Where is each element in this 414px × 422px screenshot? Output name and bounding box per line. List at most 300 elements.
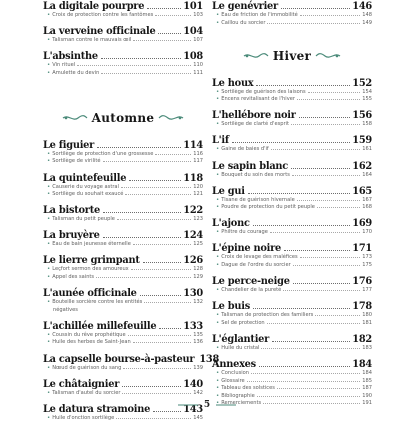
- toc-main-entry[interactable]: [212, 1, 372, 12]
- bullet-icon: •: [216, 385, 220, 392]
- dot-leader: [292, 175, 360, 176]
- bullet-icon: •: [47, 339, 51, 346]
- toc-sub-entry[interactable]: [43, 299, 203, 307]
- toc-entry-page: 126: [183, 255, 203, 267]
- bullet-icon: •: [216, 171, 220, 178]
- toc-sub-entry-text: Sortilège de virilité: [52, 158, 101, 165]
- toc-sub-entry[interactable]: [212, 393, 372, 401]
- toc-sub-entry[interactable]: [43, 307, 203, 315]
- toc-entry-l-achillee-millefeuille: [43, 321, 203, 347]
- dot-leader: [144, 302, 191, 303]
- toc-sub-entry-page: 136: [193, 339, 203, 346]
- toc-entry-page: 159: [352, 135, 372, 147]
- toc-sub-entry[interactable]: [212, 12, 372, 20]
- toc-sub-entry-page: 184: [362, 370, 372, 376]
- bullet-icon: •: [216, 319, 220, 326]
- dot-leader: [308, 92, 361, 93]
- toc-entry-le-datura-stramoine: [43, 404, 203, 422]
- toc-entry-l-epine-noire: [212, 243, 372, 269]
- dot-leader: [153, 411, 181, 412]
- bullet-icon: •: [47, 158, 51, 165]
- bullet-icon: •: [47, 274, 51, 281]
- toc-entry-annexes: [212, 359, 372, 408]
- toc-sub-entry[interactable]: [43, 70, 203, 78]
- dot-leader: [159, 328, 181, 329]
- bullet-icon: •: [216, 146, 220, 153]
- toc-entry-page: 146: [352, 1, 372, 12]
- toc-entry-l-eglantier: [212, 334, 372, 353]
- toc-sub-entry-page: 121: [193, 191, 203, 198]
- ornament-left-icon: [243, 51, 269, 61]
- toc-sub-entry-text: Croix de protection contre les fantômes: [52, 12, 154, 18]
- dot-leader: [143, 262, 182, 263]
- toc-sub-entry[interactable]: [212, 20, 372, 28]
- toc-main-entry[interactable]: [43, 230, 203, 241]
- toc-sub-entry-page: 177: [362, 287, 372, 294]
- toc-sub-entry-page: 185: [362, 377, 372, 384]
- toc-entry-page: 138: [199, 353, 220, 365]
- dot-leader: [283, 290, 360, 291]
- toc-sub-entry[interactable]: [212, 146, 372, 154]
- dot-leader: [140, 295, 182, 296]
- toc-entry-title: Le lierre grimpant: [43, 255, 140, 267]
- toc-sub-entry-page: 161: [362, 146, 372, 153]
- toc-main-entry[interactable]: [212, 301, 372, 312]
- toc-entry-le-figuier: [43, 140, 203, 166]
- toc-entry-page: 176: [352, 276, 372, 288]
- toc-entry-title: L'absinthe: [43, 51, 98, 63]
- bullet-icon: •: [216, 344, 220, 351]
- toc-sub-entry[interactable]: [212, 385, 372, 393]
- toc-sub-entry-text: Amulette du devin: [52, 69, 100, 76]
- toc-entry-le-genevrier: [212, 1, 372, 27]
- toc-sub-entry-text: Caillou du sorcier: [221, 19, 266, 26]
- dot-leader: [256, 85, 350, 86]
- dot-leader: [129, 180, 181, 181]
- toc-entry-title: Le châtaignier: [43, 378, 120, 390]
- toc-right-column: [212, 0, 372, 408]
- toc-sub-entry[interactable]: [43, 266, 203, 274]
- toc-sub-entry-text: Sortilège de guérison des laisons: [221, 88, 306, 95]
- dot-leader: [96, 277, 191, 278]
- toc-entry-la-bistorte: [43, 205, 203, 224]
- toc-sub-entry-text: Leçfort sermon des amoureux: [52, 266, 129, 273]
- bullet-icon: •: [216, 196, 220, 203]
- toc-sub-entry[interactable]: [43, 158, 203, 166]
- dot-leader: [300, 15, 360, 16]
- toc-sub-entry-page: 142: [193, 389, 203, 396]
- toc-sub-entry-page: 167: [362, 196, 372, 203]
- toc-sub-entry-page: 145: [193, 414, 203, 421]
- bullet-icon: •: [47, 331, 51, 338]
- ornament-left-icon: [62, 113, 88, 123]
- toc-sub-entry[interactable]: [212, 254, 372, 262]
- bullet-icon: •: [47, 191, 51, 198]
- toc-entry-page: 114: [183, 139, 203, 151]
- dot-leader: [271, 149, 361, 150]
- toc-main-entry[interactable]: [212, 243, 372, 254]
- bullet-icon: •: [216, 262, 220, 269]
- toc-entry-title: Le houx: [212, 77, 254, 89]
- toc-sub-entry[interactable]: [43, 216, 203, 224]
- toc-sub-entry[interactable]: [212, 320, 372, 328]
- dot-leader: [317, 207, 360, 208]
- toc-sub-entry[interactable]: [212, 89, 372, 97]
- dot-leader: [297, 200, 360, 201]
- toc-sub-entry-page: 175: [362, 262, 372, 269]
- dot-leader: [251, 373, 360, 374]
- toc-entry-page: 108: [183, 51, 203, 63]
- toc-sub-entry-text: Appel des saints: [52, 274, 95, 281]
- dot-leader: [247, 381, 361, 382]
- toc-sub-entry[interactable]: [43, 339, 203, 347]
- toc-main-entry[interactable]: [43, 26, 203, 37]
- dot-leader: [133, 342, 192, 343]
- bullet-icon: •: [216, 19, 220, 26]
- toc-sub-entry[interactable]: [212, 229, 372, 237]
- toc-entry-page: 156: [352, 110, 372, 122]
- toc-main-entry[interactable]: [43, 379, 203, 390]
- toc-sub-entry[interactable]: [43, 37, 203, 45]
- toc-group-automne: [43, 139, 220, 422]
- toc-sub-entry-page: 190: [362, 392, 372, 399]
- toc-entry-l-ajonc: [212, 218, 372, 237]
- toc-sub-entry-text: Chandelier de la pureté: [221, 287, 282, 294]
- dot-leader: [261, 348, 360, 349]
- toc-sub-entry-text: négatives: [53, 306, 78, 313]
- bullet-icon: •: [216, 121, 220, 128]
- toc-entry-title: L'ajonc: [212, 218, 250, 230]
- toc-sub-entry-text: Sortilège de protection d'une grossesse: [52, 150, 154, 157]
- toc-sub-entry[interactable]: [212, 204, 372, 212]
- bullet-icon: •: [47, 183, 51, 190]
- dot-leader: [155, 15, 191, 16]
- toc-entry-l-absinthe: [43, 51, 203, 77]
- bullet-icon: •: [216, 96, 220, 103]
- ornament-right-icon: [158, 113, 184, 123]
- toc-sub-entry[interactable]: [43, 415, 203, 422]
- dot-leader: [253, 308, 350, 309]
- bullet-icon: •: [216, 377, 220, 384]
- section-header-automne: [43, 103, 203, 133]
- toc-sub-entry-page: 173: [362, 254, 372, 261]
- toc-sub-entry[interactable]: [212, 345, 372, 353]
- toc-entry-title: La quintefeuille: [43, 172, 127, 184]
- toc-entry-la-digitale-pourpre: [43, 1, 203, 20]
- toc-sub-entry-page: 111: [193, 69, 203, 76]
- toc-sub-entry[interactable]: [212, 370, 372, 378]
- toc-main-entry[interactable]: [212, 334, 372, 345]
- toc-sub-entry-text: Huile des herbes de Saint-Jean: [52, 339, 131, 346]
- toc-entry-le-perce-neige: [212, 276, 372, 295]
- toc-sub-entry-page: 164: [362, 171, 372, 178]
- toc-sub-entry-text: Croix de levage des maléfices: [221, 254, 298, 261]
- toc-sub-entry-text: Tableau des solstices: [221, 385, 275, 392]
- toc-sub-entry-page: 154: [362, 88, 372, 95]
- section-title-hiver: Hiver: [272, 49, 312, 64]
- dot-leader: [103, 161, 192, 162]
- toc-group-hiver: [212, 78, 372, 408]
- bullet-icon: •: [216, 312, 220, 319]
- toc-entry-page: 165: [352, 185, 372, 197]
- toc-sub-entry-text: Tisane de guérison hivernale: [221, 196, 295, 203]
- toc-entry-title: L'aunée officinale: [43, 288, 137, 300]
- toc-sub-entry-text: Vin rituel: [52, 62, 76, 69]
- toc-left-column: [43, 0, 220, 422]
- toc-main-entry[interactable]: [212, 359, 372, 370]
- toc-entry-le-sapin-blanc: [212, 161, 372, 180]
- toc-entry-page: 184: [352, 359, 372, 370]
- toc-entry-page: 124: [183, 230, 203, 242]
- toc-sub-entry-text: Talisman de protection des familiers: [221, 312, 314, 319]
- bullet-icon: •: [216, 88, 220, 95]
- toc-sub-entry[interactable]: [212, 197, 372, 205]
- toc-entry-l-hellebore-noir: [212, 110, 372, 129]
- dot-leader: [284, 250, 350, 251]
- toc-entry-title: Le genévrier: [212, 1, 278, 12]
- toc-sub-entry-page: 116: [193, 150, 203, 157]
- toc-entry-page: 143: [183, 403, 203, 415]
- ornament-right-icon: [315, 51, 341, 61]
- bullet-icon: •: [47, 389, 51, 396]
- toc-entry-page: 182: [352, 333, 372, 345]
- dot-leader: [277, 388, 360, 389]
- toc-entry-title: L'achillée millefeuille: [43, 320, 157, 332]
- bullet-icon: •: [47, 12, 51, 18]
- toc-sub-entry[interactable]: [43, 62, 203, 70]
- toc-sub-entry[interactable]: [43, 390, 203, 398]
- dot-leader: [263, 403, 360, 404]
- dot-leader: [117, 219, 191, 220]
- bullet-icon: •: [47, 414, 51, 421]
- toc-sub-entry-text: Remerciements: [221, 400, 262, 407]
- toc-sub-entry-page: 120: [193, 183, 203, 190]
- toc-entry-title: Le figuier: [43, 139, 95, 151]
- toc-entry-title: La bruyère: [43, 230, 100, 242]
- toc-entry-le-buis: [212, 301, 372, 327]
- toc-sub-entry-text: Sortilège du souhait exaucé: [52, 191, 124, 198]
- toc-sub-entry[interactable]: [212, 312, 372, 320]
- toc-sub-entry-page: 168: [362, 204, 372, 211]
- toc-entry-title: Le datura stramoine: [43, 403, 151, 415]
- toc-entry-title: La capselle bourse-à-pasteur: [43, 353, 195, 365]
- toc-sub-entry-page: 149: [362, 19, 372, 26]
- toc-sub-entry-text: Poudre de protection du petit peuple: [221, 204, 315, 211]
- toc-entry-title: Le buis: [212, 301, 250, 313]
- bullet-icon: •: [47, 62, 51, 69]
- bullet-icon: •: [216, 254, 220, 261]
- dot-leader: [272, 341, 350, 342]
- bullet-icon: •: [216, 400, 220, 407]
- toc-entry-la-verveine-officinale: [43, 26, 203, 45]
- toc-main-entry[interactable]: [212, 135, 372, 146]
- toc-sub-entry-page: 123: [193, 216, 203, 223]
- toc-sub-entry-page: 170: [362, 229, 372, 236]
- toc-sub-entry-text: Causerie du voyage astral: [52, 183, 119, 190]
- page-number: 5: [203, 400, 211, 410]
- toc-sub-entry[interactable]: [212, 96, 372, 104]
- toc-sub-entry[interactable]: [43, 12, 203, 20]
- bullet-icon: •: [216, 287, 220, 294]
- bullet-icon: •: [216, 392, 220, 399]
- toc-sub-entry[interactable]: [43, 191, 203, 199]
- toc-sub-entry[interactable]: [212, 172, 372, 180]
- bullet-icon: •: [47, 150, 51, 157]
- toc-entry-title: Le sapin blanc: [212, 160, 289, 172]
- toc-main-entry[interactable]: [212, 218, 372, 229]
- toc-sub-entry[interactable]: [212, 262, 372, 270]
- bullet-icon: •: [47, 266, 51, 273]
- toc-entry-le-gui: [212, 186, 372, 212]
- toc-sub-entry-page: 139: [193, 364, 203, 371]
- dot-leader: [299, 117, 351, 118]
- toc-main-entry[interactable]: [212, 78, 372, 89]
- toc-sub-entry-page: 103: [193, 12, 203, 18]
- dot-leader: [125, 194, 191, 195]
- toc-sub-entry-page: 148: [362, 12, 372, 18]
- toc-sub-entry[interactable]: [212, 121, 372, 129]
- toc-main-entry[interactable]: [43, 51, 203, 62]
- dot-leader: [122, 386, 181, 387]
- dot-leader: [257, 396, 360, 397]
- dot-leader: [121, 187, 191, 188]
- dot-leader: [122, 393, 191, 394]
- bullet-icon: •: [47, 69, 51, 76]
- dot-leader: [232, 142, 350, 143]
- toc-entry-page: 118: [183, 172, 203, 184]
- toc-sub-entry-page: 180: [362, 312, 372, 319]
- toc-main-entry[interactable]: [212, 110, 372, 121]
- toc-entry-page: 122: [183, 205, 203, 217]
- dot-leader: [259, 366, 350, 367]
- toc-sub-entry-text: Nœud de guérison du sang: [52, 364, 122, 371]
- dot-leader: [155, 154, 191, 155]
- toc-main-entry[interactable]: [43, 288, 203, 299]
- toc-entry-title: Le perce-neige: [212, 276, 290, 288]
- dot-leader: [147, 8, 181, 9]
- dot-leader: [158, 33, 181, 34]
- toc-main-entry[interactable]: [43, 353, 220, 365]
- toc-sub-entry-text: Eau de friction de l'immobilité: [221, 12, 298, 18]
- toc-sub-entry[interactable]: [212, 287, 372, 295]
- dot-leader: [123, 368, 191, 369]
- page-number-ornament-left-icon: [178, 404, 198, 406]
- toc-sub-entry-page: 158: [362, 121, 372, 128]
- toc-entry-page: 130: [183, 288, 203, 300]
- toc-group-top-right: [212, 1, 372, 27]
- toc-entry-title: Le gui: [212, 185, 245, 197]
- dot-leader: [131, 269, 192, 270]
- dot-leader: [248, 193, 351, 194]
- toc-sub-entry[interactable]: [43, 274, 203, 282]
- toc-sub-entry-text: Philtre du courage: [221, 229, 268, 236]
- toc-main-entry[interactable]: [212, 186, 372, 197]
- toc-entry-l-aunee-officinale: [43, 288, 203, 314]
- toc-sub-entry-page: 107: [193, 37, 203, 44]
- toc-sub-entry-text: Huile d'onction sortilège: [52, 414, 115, 421]
- toc-main-entry[interactable]: [212, 161, 372, 172]
- dot-leader: [267, 323, 361, 324]
- toc-main-entry[interactable]: [212, 276, 372, 287]
- toc-entry-title: L'hellébore noir: [212, 110, 296, 122]
- toc-entry-la-bruyere: [43, 230, 203, 249]
- section-title-automne: Automne: [91, 111, 155, 126]
- toc-sub-entry-page: 187: [362, 385, 372, 392]
- toc-sub-entry-page: 135: [193, 331, 203, 338]
- toc-entry-title: La verveine officinale: [43, 26, 156, 38]
- toc-main-entry[interactable]: [43, 1, 203, 12]
- bullet-icon: •: [216, 204, 220, 211]
- dot-leader: [270, 232, 360, 233]
- dot-leader: [101, 73, 191, 74]
- toc-main-entry[interactable]: [43, 173, 203, 184]
- toc-sub-entry[interactable]: [212, 400, 372, 408]
- toc-sub-entry-page: 129: [193, 274, 203, 281]
- toc-entry-page: 171: [352, 243, 372, 255]
- dot-leader: [300, 257, 361, 258]
- dot-leader: [291, 124, 360, 125]
- dot-leader: [297, 99, 360, 100]
- toc-sub-entry[interactable]: [43, 365, 203, 373]
- dot-leader: [133, 40, 191, 41]
- toc-sub-entry-text: Eau de bain jeunesse éternelle: [52, 241, 131, 248]
- toc-sub-entry[interactable]: [43, 332, 203, 340]
- toc-sub-entry-text: Sortilège de clarté d'esprit: [221, 121, 289, 128]
- toc-sub-entry-text: Bouteille sorcière contre les entités: [52, 299, 143, 306]
- toc-entry-title: L'épine noire: [212, 243, 281, 255]
- toc-sub-entry-page: 110: [193, 62, 203, 69]
- toc-entry-page: 178: [352, 301, 372, 313]
- toc-main-entry[interactable]: [43, 255, 203, 266]
- toc-main-entry[interactable]: [43, 321, 203, 332]
- toc-sub-entry-text: Gaine de baies d'if: [221, 146, 269, 153]
- toc-sub-entry-text: Glossaire: [221, 377, 245, 384]
- toc-sub-entry-text: Dague de l'ordre du sorcier: [221, 262, 291, 269]
- toc-sub-entry[interactable]: [43, 241, 203, 249]
- dot-leader: [103, 237, 182, 238]
- dot-leader: [97, 147, 181, 148]
- bullet-icon: •: [216, 12, 220, 18]
- toc-entry-title: Annexes: [212, 359, 256, 370]
- toc-sub-entry-page: 183: [362, 344, 372, 351]
- bullet-icon: •: [47, 299, 51, 306]
- toc-main-entry[interactable]: [43, 140, 203, 151]
- toc-entry-l-if: [212, 135, 372, 154]
- dot-leader: [293, 283, 351, 284]
- toc-group-top-left: [43, 1, 203, 77]
- toc-entry-le-houx: [212, 78, 372, 104]
- dot-leader: [77, 65, 191, 66]
- dot-leader: [101, 58, 181, 59]
- toc-sub-entry-text: Talisman du petit peuple: [52, 216, 115, 223]
- toc-entry-la-capselle-bourse-a-pasteur: [43, 353, 220, 373]
- toc-sub-entry-text: Conclusion: [221, 370, 250, 376]
- bullet-icon: •: [216, 229, 220, 236]
- dot-leader: [267, 23, 360, 24]
- toc-main-entry[interactable]: [43, 205, 203, 216]
- bullet-icon: •: [47, 37, 51, 44]
- toc-entry-page: 152: [352, 77, 372, 89]
- toc-entry-page: 169: [352, 218, 372, 230]
- toc-sub-entry-page: 191: [362, 400, 372, 407]
- dot-leader: [291, 168, 350, 169]
- toc-sub-entry-text: Bouquet du soin des morts: [221, 171, 290, 178]
- toc-entry-la-quintefeuille: [43, 173, 203, 199]
- toc-sub-entry[interactable]: [212, 378, 372, 386]
- toc-entry-page: 140: [183, 378, 203, 390]
- toc-sub-entry-text: Encens revitalisant de l'hiver: [221, 96, 295, 103]
- dot-leader: [281, 8, 350, 9]
